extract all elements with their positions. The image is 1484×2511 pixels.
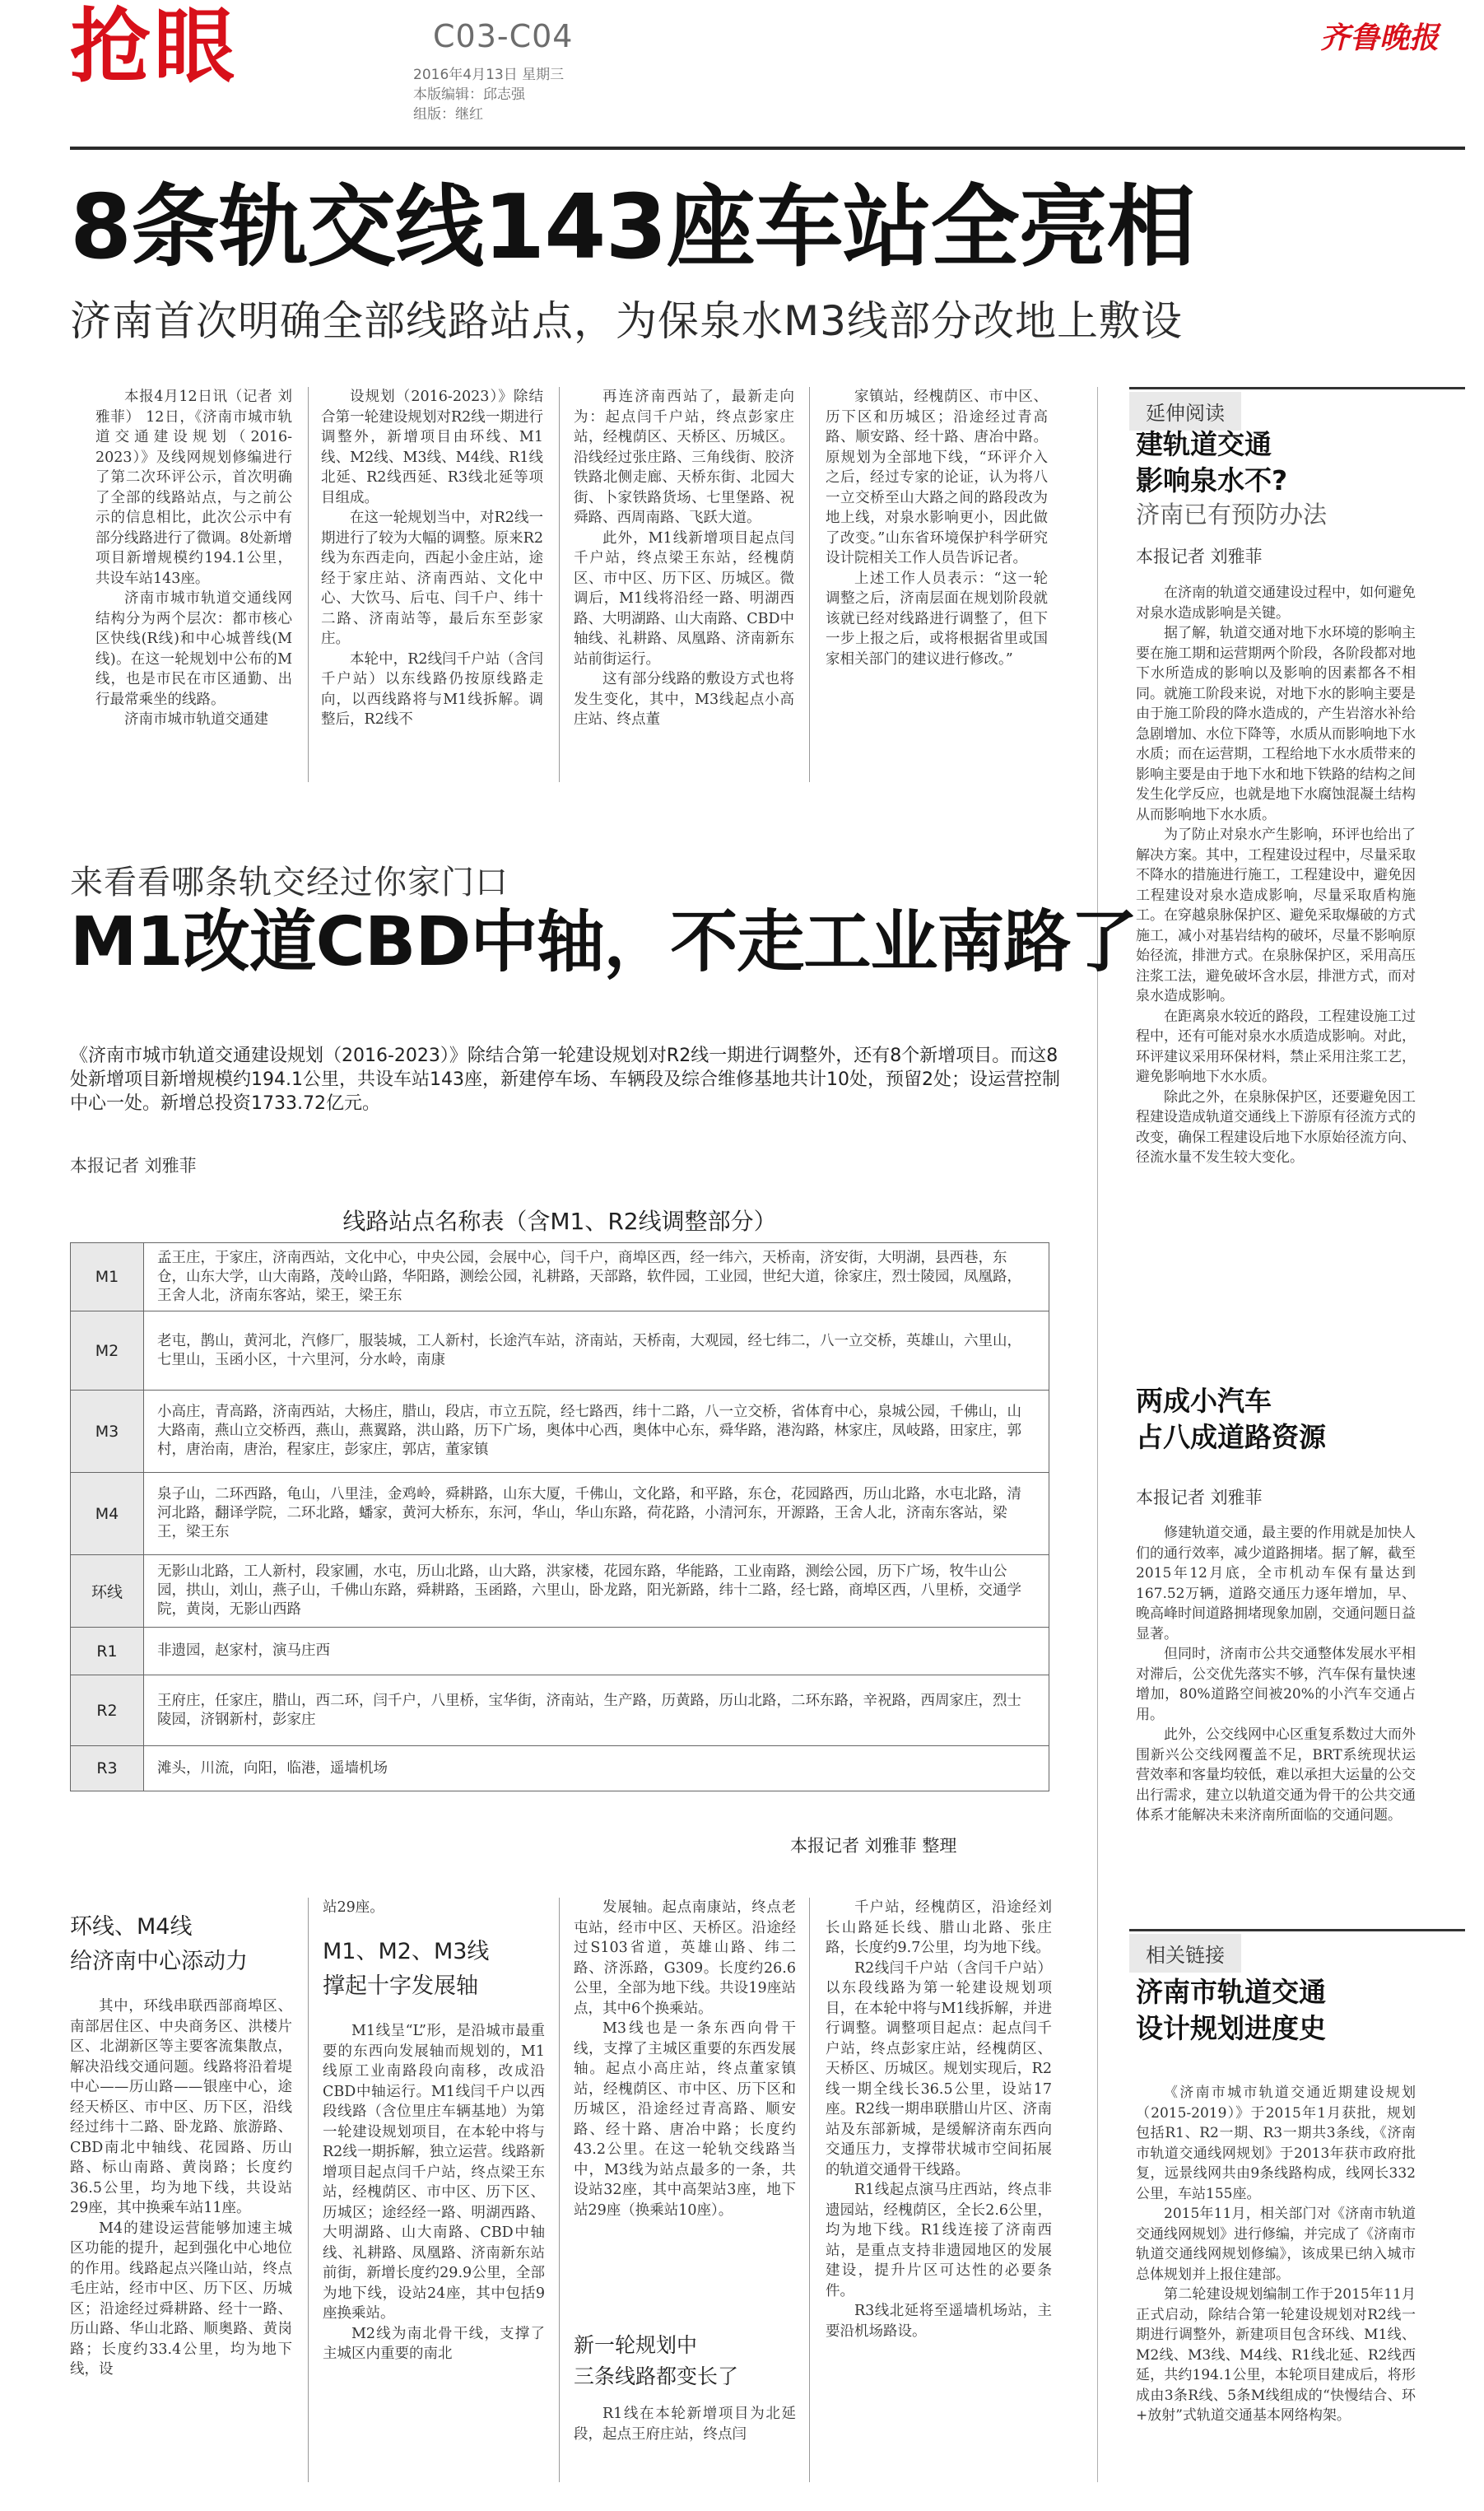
paragraph: M2线为南北骨干线，支撑了主城区内重要的南北: [323, 2325, 545, 2362]
intro-text: 站29座。: [323, 1899, 384, 1916]
table-row: [71, 1243, 1049, 1311]
sidebar-tag: 相关链接: [1129, 1934, 1241, 1973]
header-rule: [70, 147, 1465, 150]
paragraph: 在济南的轨道交通建设过程中，如何避免对泉水造成影响是关键。: [1136, 585, 1416, 622]
sidebar-article-1: [1136, 583, 1416, 1373]
title-line: 影响泉水不?: [1136, 464, 1288, 496]
paragraph: 再连济南西站了，最新走向为：起点闫千户站，终点彭家庄站，经槐荫区、天桥区、历城区。沿线经过张庄路、三角线街、胶济铁路北侧走廊、天桥东街、北园大街、卜家铁路货场、七里堡路、祝舜路、西周南路、飞跃大道。: [574, 389, 794, 526]
paragraph: 修建轨道交通，最主要的作用就是加快人们的通行效率，减少道路拥堵。据了解，截至2015年12月底，全市机动车保有量达到167.52万辆，道路交通压力逐年增加，早、晚高峰时间道路拥堵现象加剧，交通问题日益显著。: [1136, 1525, 1416, 1642]
line-stations: 非遗园，赵家村，演马庄西: [144, 1628, 1049, 1675]
layout-line: 组版：继红: [413, 106, 483, 123]
section-headline: M1改道CBD中轴，不走工业南路了: [70, 903, 1137, 981]
section-kicker: 来看看哪条轨交经过你家门口: [70, 864, 509, 901]
article-column-4: [826, 387, 1048, 799]
paragraph: 千户站，经槐荫区，沿途经刘长山路延长线、腊山北路、张庄路，长度约9.7公里，均为地下线。: [826, 1899, 1052, 1956]
paragraph: 在距离泉水较近的路段，工程建设施工过程中，还有可能对泉水水质造成影响。对此，环评建议采用环保材料，禁止采用注浆工艺，避免影响地下水水质。: [1136, 1008, 1416, 1085]
paragraph: 济南市城市轨道交通建: [124, 711, 268, 728]
sidebar-article-3: [1136, 2083, 1416, 2503]
paragraph: 第二轮建设规划编制工作于2015年11月正式启动，除结合第一轮建设规划对R2线一期进行调整外，新建项目包含环线、M1线、M2线、M3线、M4线、R1线北延、R2线西延，共约194.1公里，本轮项目建成后，将形成由3条R线、5条M线组成的“快慢结合、环+放射”式轨道交通基本网络构架。: [1136, 2286, 1416, 2424]
subhead-line: 撑起十字发展轴: [323, 1973, 478, 1999]
paragraph: 此外，M1线新增项目起点闫千户站，终点梁王东站，经槐荫区、市中区、历下区、历城区。微调后，M1线将沿经一路、明湖西路、大明湖路、山大南路、CBD中轴线、礼耕路、凤凰路、济南新东站前街运行。: [574, 529, 794, 668]
table-row: [71, 1391, 1049, 1473]
line-code: 环线: [71, 1555, 144, 1628]
title-line: 设计规划进度史: [1136, 2012, 1326, 2044]
paragraph: 发展轴。起点南康站，终点老屯站，经市中区、天桥区。沿途经过S103省道，英雄山路、纬二路、济泺路，G309。长度约26.6公里，全部为地下线。共设19座站点，其中6个换乘站。: [574, 1899, 796, 2017]
article-column-3: [574, 387, 794, 799]
title-line: 占八成道路资源: [1136, 1421, 1326, 1453]
paragraph: R1线在本轮新增项目为北延段，起点王府庄站，终点闫: [574, 2406, 796, 2443]
paragraph: 《济南市城市轨道交通近期建设规划（2015-2019）》于2015年1月获批，规划包括R1、R2一期、R3一期共3条线，《济南市轨道交通线网规划》于2013年获市政府批复，远景线网共由9条线路构成，线网长332公里，车站155座。: [1136, 2085, 1416, 2202]
sidebar-subtitle: 济南已有预防办法: [1136, 501, 1328, 529]
line-stations: 王府庄，任家庄，腊山，西二环，闫千户，八里桥，宝华街，济南站，生产路，历黄路，历山北路，二环东路，辛祝路，西周家庄，烈士陵园，济钢新村，彭家庄: [144, 1675, 1049, 1746]
line-stations: 滩头，川流，向阳，临港，遥墙机场: [144, 1746, 1049, 1791]
paragraph: R1线起点演马庄西站，终点非遗园站，经槐荫区，全长2.6公里，均为地下线。R1线连接了济南西站，是重点支持非遗园地区的发展建设，提升片区可达性的必要条件。: [826, 2182, 1052, 2299]
column-divider: [809, 1898, 810, 2482]
sidebar-tag: 延伸阅读: [1129, 392, 1241, 431]
byline: 本报记者 刘雅菲: [70, 1156, 197, 1176]
column-subhead: [70, 1910, 248, 1979]
editor-line: 本版编辑：邱志强: [413, 86, 525, 103]
bottom-column-1: [70, 1996, 292, 2482]
title-line: 两成小汽车: [1136, 1385, 1272, 1417]
line-code: M3: [71, 1391, 144, 1473]
subhead-line: 给济南中心添动力: [70, 1949, 248, 1974]
sidebar-article-2: [1136, 1523, 1416, 1910]
main-headline: 8条轨交线143座车站全亮相: [70, 176, 1195, 279]
paragraph: 济南市城市轨道交通线网结构分为两个层次：都市核心区快线(R线)和中心城普线(M线)。在这一轮规划中公布的M线，也是市民在市区通勤、出行最常乘坐的线路。: [95, 590, 292, 708]
bottom-column-4: [826, 1898, 1052, 2482]
line-stations: 老屯，鹊山，黄河北，汽修厂，服装城，工人新村，长途汽车站，济南站，天桥南，大观园，经七纬二，八一立交桥，英雄山，六里山，七里山，玉函小区，十六里河，分水岭，南康: [144, 1311, 1049, 1391]
article-column-2: [321, 387, 543, 799]
paragraph: 此外，公交线网中心区重复系数过大而外围新兴公交线网覆盖不足，BRT系统现状运营效率和客量均较低，难以承担大运量的公交出行需求，建立以轨道交通为骨干的公共交通体系才能解决未来济南所面临的交通问题。: [1136, 1726, 1416, 1824]
paragraph: M4的建设运营能够加速主城区功能的提升，起到强化中心地位的作用。线路起点兴隆山站，终点毛庄站，经市中区、历下区、历城区；沿途经过舜耕路、经十一路、历山路、华山北路、顺奥路、黄岗路；长度约33.4公里，均为地下线，设: [70, 2220, 292, 2378]
masthead-logo: 齐鲁晚报: [1320, 21, 1440, 55]
paragraph: 其中，环线串联西部商埠区、南部居住区、中央商务区、洪楼片区、北湖新区等主要客流集散点，解决沿线交通问题。线路将沿着堤中心——历山路——银座中心，途经天桥区、市中区、历下区，沿线经过纬十二路、卧龙路、旅游路、CBD南北中轴线、花园路、历山路、标山南路、黄岗路；长度约36.5公里，均为地下线，共设站29座，其中换乘车站11座。: [70, 1998, 292, 2216]
table-title: 线路站点名称表（含M1、R2线调整部分）: [342, 1208, 777, 1235]
column-subhead: [323, 1935, 489, 2004]
paragraph: R3线北延将至遥墙机场站，主要沿机场路设。: [826, 2303, 1052, 2340]
paragraph: R2线闫千户站（含闫千户站）以东段线路为第一轮建设规划项目，在本轮中将与M1线拆解，并进行调整。调整项目起点：起点闫千户站，终点彭家庄站，经槐荫区、天桥区、历城区。规划实现后，R2线一期全线长36.5公里，设站17座。R2线一期串联腊山片区、济南站及东部新城，是缓解济南东西向交通压力，支撑带状城市空间拓展的轨道交通骨干线路。: [826, 1959, 1052, 2178]
paragraph: 设规划（2016-2023）》除结合第一轮建设规划对R2线一期进行调整外，新增项目由环线、M1线、M2线、M3线、M4线、R1线北延、R2线西延、R3线北延等项目组成。: [321, 389, 543, 506]
title-line: 建轨道交通: [1136, 428, 1272, 460]
subhead-line: M1、M2、M3线: [323, 1939, 490, 1964]
column-divider: [559, 1898, 560, 2482]
station-table: [70, 1242, 1049, 1791]
paragraph: M3线也是一条东西向骨干线，支撑了主城区重要的东西发展轴。起点小高庄站，终点董家镇站，经槐荫区、市中区、历下区和历城区，沿途经过青高路、顺安路、经十路、唐冶中路；长度约43.2公里。在这一轮轨交线路当中，M3线为站点最多的一条，共设站32座，其中高架站3座，地下站29座（换乘站10座）。: [574, 2020, 796, 2219]
table-credit: 本报记者 刘雅菲 整理: [790, 1836, 957, 1856]
subhead-line: 环线、M4线: [70, 1914, 193, 1940]
sidebar-rule: [1129, 1929, 1465, 1931]
table-row: [71, 1628, 1049, 1675]
line-code: M4: [71, 1473, 144, 1555]
subhead-line: 新一轮规划中: [574, 2333, 698, 2357]
main-subhead: 济南首次明确全部线路站点，为保泉水M3线部分改地上敷设: [70, 297, 1183, 345]
table-row: [71, 1675, 1049, 1746]
table-row: [71, 1311, 1049, 1391]
line-code: R1: [71, 1628, 144, 1675]
page-range: C03-C04: [433, 18, 574, 54]
paragraph: 在这一轮规划当中，对R2线一期进行了较为大幅的调整。原来R2线为东西走向，西起小金庄站，途经于家庄站、济南西站、文化中心、大饮马、后屯、闫千户、纬十二路、济南站等，最后东至彭家庄。: [321, 510, 543, 647]
table-row: [71, 1555, 1049, 1628]
section-title: 抢眼: [70, 0, 239, 94]
title-line: 济南市轨道交通: [1136, 1976, 1326, 2008]
table-row: [71, 1473, 1049, 1555]
column-subhead: [574, 2330, 738, 2392]
sidebar-divider: [1097, 387, 1098, 2482]
line-code: M2: [71, 1311, 144, 1391]
bottom-column-3: [574, 1898, 796, 2326]
sidebar-title: [1136, 1383, 1326, 1456]
paragraph: 这有部分线路的敷设方式也将发生变化，其中，M3线起点小高庄站、终点董: [574, 671, 794, 728]
sidebar-rule: [1129, 387, 1465, 389]
line-stations: 无影山北路，工人新村，段家圃，水屯，历山北路，山大路，洪家楼，花园东路，华能路，工业南路，测绘公园，历下广场，牧牛山公园，拱山，刘山，燕子山，千佛山东路，舜耕路，玉函路，六里山，卧龙路，阳光新路，纬十二路，经七路，商埠区西，八里桥，交通学院，黄岗，无影山西路: [144, 1555, 1049, 1628]
subhead-line: 三条线路都变长了: [574, 2364, 739, 2388]
date-line: 2016年4月13日 星期三: [413, 67, 565, 83]
paragraph: 除此之外，在泉脉保护区，还要避免因工程建设造成轨道交通线上下游原有径流方式的改变，确保工程建设后地下水原始径流方向、径流水量不发生较大变化。: [1136, 1088, 1416, 1166]
paragraph: 2015年11月，相关部门对《济南市轨道交通线网规划》进行修编，并完成了《济南市轨道交通线网规划修编》，该成果已纳入城市总体规划并上报住建部。: [1136, 2206, 1416, 2283]
column-divider: [308, 1898, 309, 2482]
article-column-1: [95, 387, 292, 799]
sidebar-title: [1136, 1974, 1326, 2047]
byline: 本报记者 刘雅菲: [1136, 1488, 1263, 1507]
paragraph: 本报4月12日讯（记者 刘雅菲） 12日，《济南市城市轨道交通建设规划（2016-2023）》及线网规划修编进行了第二次环评公示，首次明确了全部的线路站点，与之前公示的信息相比，此次公示中有部分线路进行了微调。8处新增项目新增规模约194.1公里，共设车站143座。: [95, 389, 292, 587]
column-divider: [308, 387, 309, 782]
paragraph: 本轮中，R2线闫千户站（含闫千户站）以东线路仍按原线路走向，以西线路将与M1线拆解。调整后，R2线不: [321, 650, 543, 728]
line-code: R3: [71, 1746, 144, 1791]
table-row: [71, 1746, 1049, 1791]
column-divider: [809, 387, 810, 782]
sidebar-title: [1136, 426, 1287, 499]
line-stations: 孟王庄，于家庄，济南西站，文化中心，中央公园，会展中心，闫千户，商埠区西，经一纬六，天桥南，济安街，大明湖，县西巷，东仓，山东大学，山大南路，茂岭山路，华阳路，测绘公园，礼耕路，天部路，软件园，工业园，世纪大道，徐家庄，烈士陵园，凤凰路，王舍人北，济南东客站，梁王，梁王东: [144, 1243, 1049, 1311]
paragraph: 上述工作人员表示：“这一轮调整之后，济南层面在规划阶段就该就已经对线路进行调整了，但下一步上报之后，或将根据省里或国家相关部门的建议进行修改。”: [826, 570, 1048, 668]
column-intro: [323, 1898, 545, 1922]
line-stations: 小高庄，青高路，济南西站，大杨庄，腊山，段店，市立五院，经七路西，纬十二路，八一立交桥，省体育中心，泉城公园，千佛山，山大路南，燕山立交桥西，燕山，燕翼路，洪山路，历下广场，奥体中心西，奥体中心东，舜华路，港沟路，林家庄，凤岐路，田家庄，郭村，唐治南，唐治，程家庄，彭家庄，郭店，董家镇: [144, 1391, 1049, 1473]
paragraph: 据了解，轨道交通对地下水环境的影响主要在施工期和运营期两个阶段，各阶段都对地下水所造成的影响以及影响的因素都各不相同。就施工阶段来说，对地下水的影响主要是由于施工阶段的降水造成的，产生岩溶水补给急剧增加、水位下降等，水质从而影响地下水水质；而在运营期，工程给地下水水质带来的影响主要是由于地下水和地下铁路的结构之间发生化学反应，也就是地下水腐蚀混凝土结构从而影响地下水水质。: [1136, 625, 1416, 823]
byline: 本报记者 刘雅菲: [1136, 547, 1263, 566]
line-code: R2: [71, 1675, 144, 1746]
bottom-column-3-cont: [574, 2404, 796, 2482]
paragraph: 家镇站，经槐荫区、市中区、历下区和历城区；沿途经过青高路、顺安路、经十路、唐冶中路。原规划为全部地下线，“环评介入之后，经过专家的论证，认为将八一立交桥至山大路之间的路段改为地上线，对泉水影响更小，因此做了改变。”山东省环境保护科学研究设计院相关工作人员告诉记者。: [826, 389, 1048, 566]
column-divider: [559, 387, 560, 782]
line-stations: 泉子山，二环西路，龟山，八里洼，金鸡岭，舜耕路，山东大厦，千佛山，文化路，和平路，东仓，花园路西，历山北路，水屯北路，清河北路，翻译学院，二环北路，蟠家，黄河大桥东，东河，华山，华山东路，荷花路，小清河东，开源路，王舍人北，济南东客站，梁王，梁王东: [144, 1473, 1049, 1555]
paragraph: 为了防止对泉水产生影响，环评也给出了解决方案。其中，工程建设过程中，尽量采取不降水的措施进行施工，工程建设中，避免因工程建设对泉水造成影响，尽量采取盾构施工。在穿越泉脉保护区、避免采取爆破的方式施工，减小对基岩结构的破坏，尽量不影响原始径流，排泄方式。在泉脉保护区，采用高压注浆工法，避免破坏含水层，排泄方式，而对泉水造成影响。: [1136, 827, 1416, 1004]
paragraph: M1线呈“L”形，是沿城市最重要的东西向发展轴而规划的，M1线原工业南路段向南移，改成沿CBD中轴运行。M1线闫千户以西段线路（含位里庄车辆基地）为第一轮建设规划项目，在本轮中将与R2线一期拆解，独立运营。线路新增项目起点闫千户站，终点梁王东站，经槐荫区、市中区、历下区、历城区；途经经一路、明湖西路、大明湖路、山大南路、CBD中轴线、礼耕路、凤凰路、济南新东站前街，新增长度约29.9公里，全部为地下线，设站24座，其中包括9座换乘站。: [323, 2023, 545, 2322]
line-code: M1: [71, 1243, 144, 1311]
section-lead: 《济南市城市轨道交通建设规划（2016-2023）》除结合第一轮建设规划对R2线一期进行调整外，还有8个新增项目。而这8处新增项目新增规模约194.1公里，共设车站143座，新建停车场、车辆段及综合维修基地共计10处，预留2处；设运营控制中心一处。新增总投资1733.72亿元。: [70, 1046, 1060, 1114]
paragraph: 但同时，济南市公共交通整体发展水平相对滞后，公交优先落实不够，汽车保有量快速增加，80%道路空间被20%的小汽车交通占用。: [1136, 1646, 1416, 1723]
bottom-column-2: [323, 2021, 545, 2482]
